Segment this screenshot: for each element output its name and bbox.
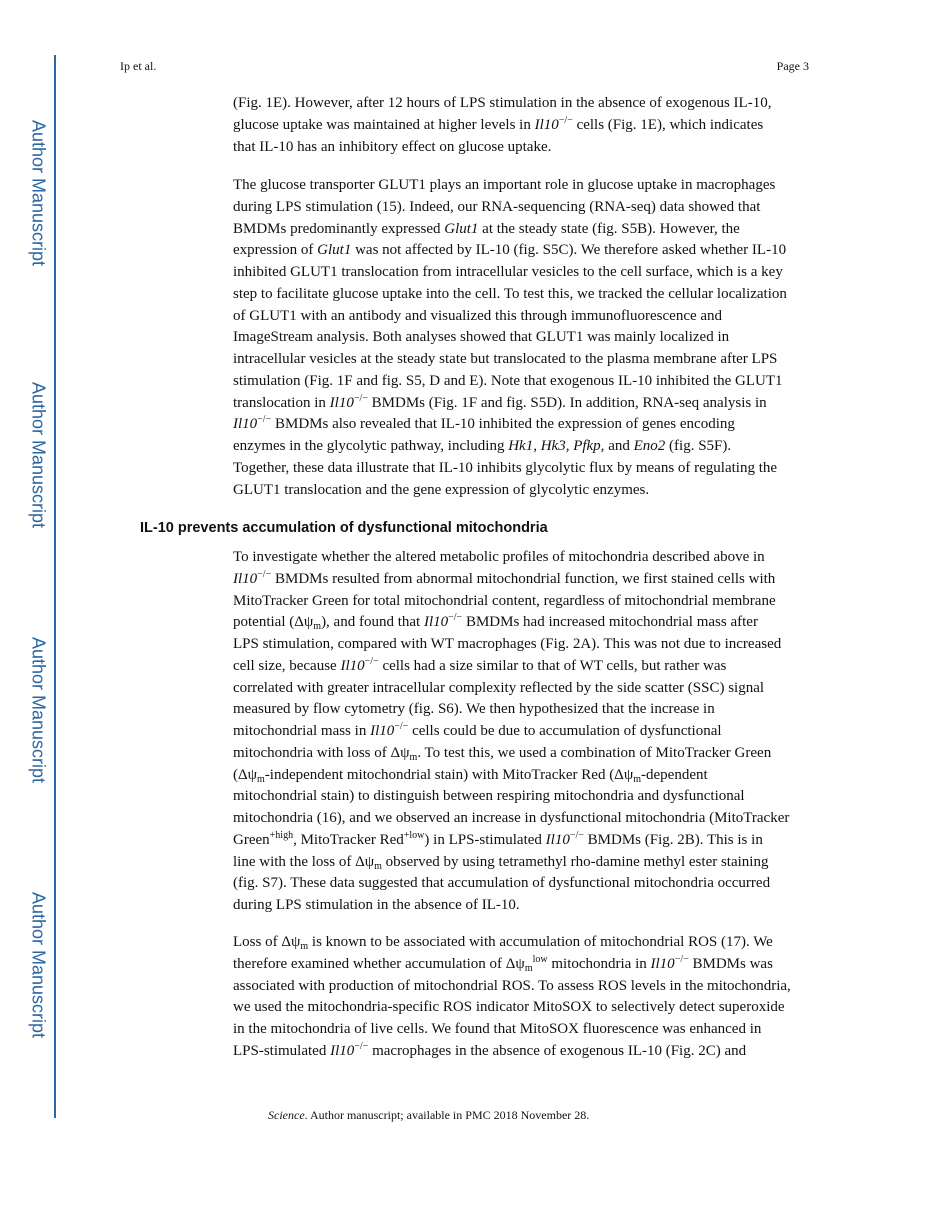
text-run: cell size, because <box>233 657 341 674</box>
italic-text: Il10 <box>340 657 365 674</box>
subscript: m <box>374 860 382 872</box>
text-line <box>233 137 771 159</box>
text-run: BMDMs was <box>688 955 773 972</box>
superscript: −/− <box>353 392 368 404</box>
text-line <box>233 547 789 569</box>
text-run: glucose uptake was maintained at higher levels in <box>233 116 535 133</box>
text-run: and <box>604 438 634 454</box>
text-run: LPS-stimulated <box>233 1042 331 1059</box>
text-run: BMDMs resulted from abnormal mitochondrial function, we first stained cells with <box>271 570 776 587</box>
text-line <box>233 436 787 458</box>
italic-text: Hk1, Hk3, Pfkp, <box>508 438 605 454</box>
superscript: −/− <box>674 953 689 965</box>
section-heading: IL-10 prevents accumulation of dysfunctional mitochondria <box>140 520 548 536</box>
text-line <box>233 976 791 998</box>
text-run: stimulation (Fig. 1F and fig. S5, D and E). Note that exogenous IL-10 inhibited the GLUT1 <box>233 372 783 389</box>
text-line <box>233 1041 791 1063</box>
text-run: in the mitochondria of live cells. We found that MitoSOX fluorescence was enhanced in <box>233 1021 762 1037</box>
author-manuscript-watermark: Author Manuscript <box>28 381 49 529</box>
superscript: +high <box>269 829 294 841</box>
text-line <box>233 699 789 721</box>
text-run: cells had a size similar to that of WT cells, but rather was <box>378 657 727 674</box>
text-run: Green <box>233 831 270 848</box>
text-run: Loss of Δψ <box>233 934 301 950</box>
text-line <box>233 480 787 502</box>
text-run: mitochondrial mass in <box>233 723 371 739</box>
text-line <box>233 306 787 328</box>
text-run: associated with production of mitochondrial ROS. To assess ROS levels in the mitochondria, <box>233 977 791 994</box>
text-line <box>233 393 787 415</box>
subscript: m <box>409 751 418 763</box>
text-run: BMDMs (Fig. 2B). This is in <box>583 831 763 848</box>
italic-text: Il10 <box>545 831 570 848</box>
text-run: potential (Δψ <box>233 614 314 631</box>
italic-text: Glut1 <box>317 242 352 259</box>
footer-text: . Author manuscript; available in PMC 2018 November 28. <box>304 1108 590 1122</box>
text-line <box>233 678 789 700</box>
subscript: m <box>300 941 309 952</box>
text-run: (fig. S7). These data suggested that accumulation of dysfunctional mitochondria occurred <box>233 875 771 892</box>
text-run: is known to be associated with accumulation of mitochondrial ROS (17). We <box>308 934 773 950</box>
author-manuscript-watermark: Author Manuscript <box>28 119 49 267</box>
italic-text: Il10 <box>534 116 559 133</box>
text-run: we used the mitochondria-specific ROS indicator MitoSOX to selectively detect superoxide <box>233 999 785 1016</box>
text-run: To investigate whether the altered metabolic profiles of mitochondria described above in <box>233 549 765 565</box>
text-run: during LPS stimulation in the absence of IL-10. <box>233 897 520 913</box>
text-run: of GLUT1 with an antibody and visualized this through immunofluorescence and <box>233 307 723 324</box>
text-run: BMDMs also revealed that IL-10 inhibited the expression of genes encoding <box>271 416 735 433</box>
text-line <box>233 743 789 765</box>
superscript: low <box>532 953 548 965</box>
text-run: ) in LPS-stimulated <box>424 831 546 848</box>
text-run: GLUT1 translocation and the gene expression of glycolytic enzymes. <box>233 481 650 498</box>
text-run: -independent mitochondrial stain) with MitoTracker Red (Δψ <box>264 766 634 783</box>
text-run: translocation in <box>233 394 330 411</box>
text-line <box>233 808 789 830</box>
paragraph <box>233 93 771 158</box>
footer-journal: Science <box>268 1108 305 1122</box>
text-line <box>233 612 789 634</box>
text-run: at the steady state (fig. S5B). However, the <box>478 220 740 237</box>
superscript: −/− <box>354 1040 369 1052</box>
superscript: −/− <box>257 568 272 580</box>
text-run: Together, these data illustrate that IL-10 inhibits glycolytic flux by means of regulating the <box>233 459 778 476</box>
text-run: mitochondria in <box>547 955 651 972</box>
italic-text: Glut1 <box>444 220 479 237</box>
text-run: , MitoTracker Red <box>293 831 404 848</box>
author-manuscript-watermark: Author Manuscript <box>28 636 49 784</box>
footer <box>268 1108 589 1123</box>
superscript: −/− <box>394 721 409 732</box>
text-line <box>233 371 787 393</box>
text-line <box>233 240 787 262</box>
text-line <box>233 721 789 743</box>
text-line <box>233 895 789 917</box>
italic-text: Il10 <box>329 394 354 411</box>
text-line <box>233 284 787 306</box>
italic-text: Il10 <box>233 570 258 587</box>
italic-text: Il10 <box>330 1042 355 1059</box>
text-run: ), and found that <box>321 614 424 631</box>
text-run: therefore examined whether accumulation of Δψ <box>233 955 525 972</box>
text-run: step to facilitate glucose uptake into the cell. To test this, we tracked the cellular localization <box>233 285 787 302</box>
text-line <box>233 1019 791 1041</box>
subscript: m <box>313 621 322 633</box>
text-line <box>233 634 789 656</box>
text-line <box>233 219 787 241</box>
text-run: -dependent <box>641 766 708 783</box>
text-run: correlated with greater intracellular complexity reflected by the side scatter (SSC) signal <box>233 679 765 696</box>
text-line <box>233 262 787 284</box>
text-run: BMDMs had increased mitochondrial mass after <box>462 614 758 631</box>
text-run: (Fig. 1E). However, after 12 hours of LPS stimulation in the absence of exogenous IL-10, <box>233 95 772 111</box>
text-run: (fig. S5F). <box>665 438 732 454</box>
italic-text: Il10 <box>233 416 258 433</box>
text-line <box>233 830 789 852</box>
text-run: LPS stimulation, compared with WT macrophages (Fig. 2A). This was not due to increased <box>233 636 782 652</box>
running-header-authors: Ip et al. <box>120 59 157 73</box>
text-run: that IL-10 has an inhibitory effect on glucose uptake. <box>233 138 552 155</box>
italic-text: Il10 <box>423 614 449 631</box>
text-line <box>233 873 789 895</box>
text-line <box>233 197 787 219</box>
superscript: −/− <box>569 829 584 841</box>
text-run: cells (Fig. 1E), which indicates <box>572 116 764 133</box>
paragraph <box>233 932 791 1063</box>
text-run: intracellular vesicles at the steady state but translocated to the plasma membrane after LPS <box>233 351 778 367</box>
italic-text: Il10 <box>370 723 395 739</box>
text-run: during LPS stimulation (15). Indeed, our RNA-sequencing (RNA-seq) data showed that <box>233 198 761 215</box>
text-line <box>233 852 789 874</box>
text-run: BMDMs predominantly expressed <box>233 220 445 237</box>
paragraph <box>233 175 787 501</box>
text-run: cells could be due to accumulation of dysfunctional <box>408 723 722 739</box>
italic-text: Eno2 <box>633 438 666 454</box>
text-run: enzymes in the glycolytic pathway, including <box>233 438 509 454</box>
text-run: The glucose transporter GLUT1 plays an important role in glucose uptake in macrophages <box>233 177 776 193</box>
paragraph <box>233 547 789 917</box>
text-line <box>233 349 787 371</box>
text-line <box>233 591 789 613</box>
text-run: BMDMs (Fig. 1F and fig. S5D). In addition, RNA-seq analysis in <box>367 394 767 411</box>
text-run: . To test this, we used a combination of MitoTracker Green <box>417 744 772 761</box>
text-run: mitochondria (16), and we observed an increase in dysfunctional mitochondria (MitoTracker <box>233 810 790 826</box>
superscript: −/− <box>257 414 272 426</box>
text-run: mitochondrial stain) to distinguish between respiring mitochondria and dysfunctional <box>233 788 745 805</box>
text-run: line with the loss of Δψ <box>233 853 375 870</box>
subscript: m <box>633 773 642 785</box>
text-line <box>233 997 791 1019</box>
text-run: was not affected by IL-10 (fig. S5C). We therefore asked whether IL-10 <box>351 242 787 259</box>
text-line <box>233 569 789 591</box>
superscript: −/− <box>558 114 573 126</box>
superscript: −/− <box>364 655 379 667</box>
text-line <box>233 414 787 436</box>
text-run: measured by flow cytometry (fig. S6). We then hypothesized that the increase in <box>233 701 715 718</box>
text-line <box>233 93 771 115</box>
text-line <box>233 765 789 787</box>
text-line <box>233 458 787 480</box>
text-run: macrophages in the absence of exogenous IL-10 (Fig. 2C) and <box>368 1042 747 1059</box>
author-manuscript-watermark: Author Manuscript <box>28 891 49 1039</box>
text-line <box>233 954 791 976</box>
text-line <box>233 786 789 808</box>
superscript: +low <box>403 829 425 841</box>
text-line <box>233 932 791 954</box>
text-run: inhibited GLUT1 translocation from intracellular vesicles to the cell surface, which is a key <box>233 264 783 280</box>
margin-rule <box>54 55 56 1118</box>
text-run: observed by using tetramethyl rho-damine methyl ester staining <box>381 853 769 870</box>
italic-text: Il10 <box>650 955 675 972</box>
text-run: mitochondria with loss of Δψ <box>233 744 410 761</box>
subscript: m <box>257 773 265 785</box>
text-line <box>233 656 789 678</box>
page-number: Page 3 <box>776 59 809 73</box>
text-run: MitoTracker Green for total mitochondrial content, regardless of mitochondrial membrane <box>233 592 776 609</box>
text-line <box>233 115 771 137</box>
subscript: m <box>524 962 533 974</box>
text-run: expression of <box>233 242 318 259</box>
text-line <box>233 175 787 197</box>
text-run: ImageStream analysis. Both analyses showed that GLUT1 was mainly localized in <box>233 329 730 346</box>
superscript: −/− <box>448 612 463 624</box>
text-run: (Δψ <box>233 766 258 783</box>
text-line <box>233 327 787 349</box>
